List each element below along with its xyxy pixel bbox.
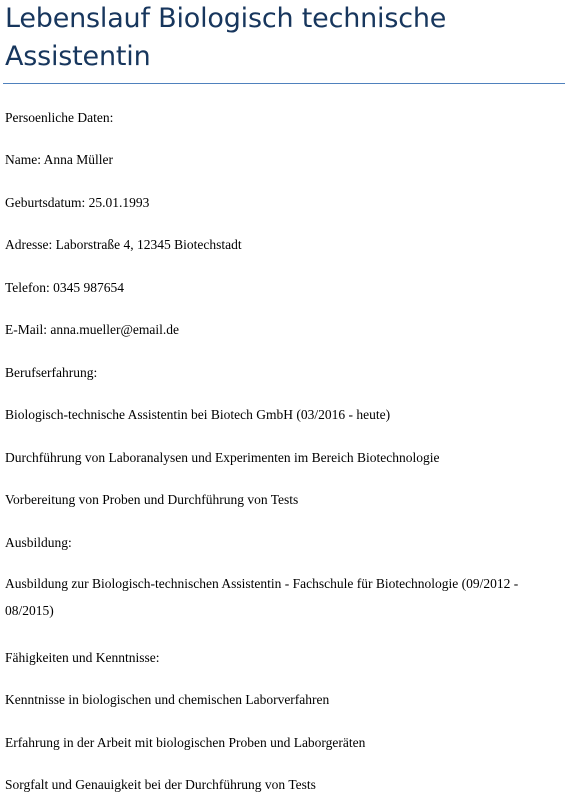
skill-item: Sorgfalt und Genauigkeit bei der Durchführung von Tests — [5, 777, 316, 792]
experience-heading: Berufserfahrung: — [5, 365, 98, 380]
experience-item: Biologisch-technische Assistentin bei Biotech GmbH (03/2016 - heute) — [5, 407, 391, 422]
education-heading: Ausbildung: — [5, 535, 72, 550]
experience-item: Vorbereitung von Proben und Durchführung von Tests — [5, 492, 299, 507]
skill-item: Erfahrung in der Arbeit mit biologischen Proben und Laborgeräten — [5, 735, 366, 750]
email-line: E-Mail: anna.mueller@email.de — [5, 322, 179, 337]
title-divider — [3, 83, 565, 84]
birthdate-line: Geburtsdatum: 25.01.1993 — [5, 195, 150, 210]
skill-item: Kenntnisse in biologischen und chemischen Laborverfahren — [5, 692, 330, 707]
education-item: Ausbildung zur Biologisch-technischen Assistentin - Fachschule für Biotechnologie (09/2012 - 08/2015) — [5, 576, 519, 618]
phone-line: Telefon: 0345 987654 — [5, 280, 125, 295]
name-line: Name: Anna Müller — [5, 152, 113, 167]
personal-data-heading: Persoenliche Daten: — [5, 110, 114, 125]
skills-heading: Fähigkeiten und Kenntnisse: — [5, 650, 160, 665]
experience-item: Durchführung von Laboranalysen und Experimenten im Bereich Biotechnologie — [5, 450, 440, 465]
address-line: Adresse: Laborstraße 4, 12345 Biotechstadt — [5, 237, 242, 252]
document-title: Lebenslauf Biologisch technische Assistentin — [5, 3, 447, 72]
